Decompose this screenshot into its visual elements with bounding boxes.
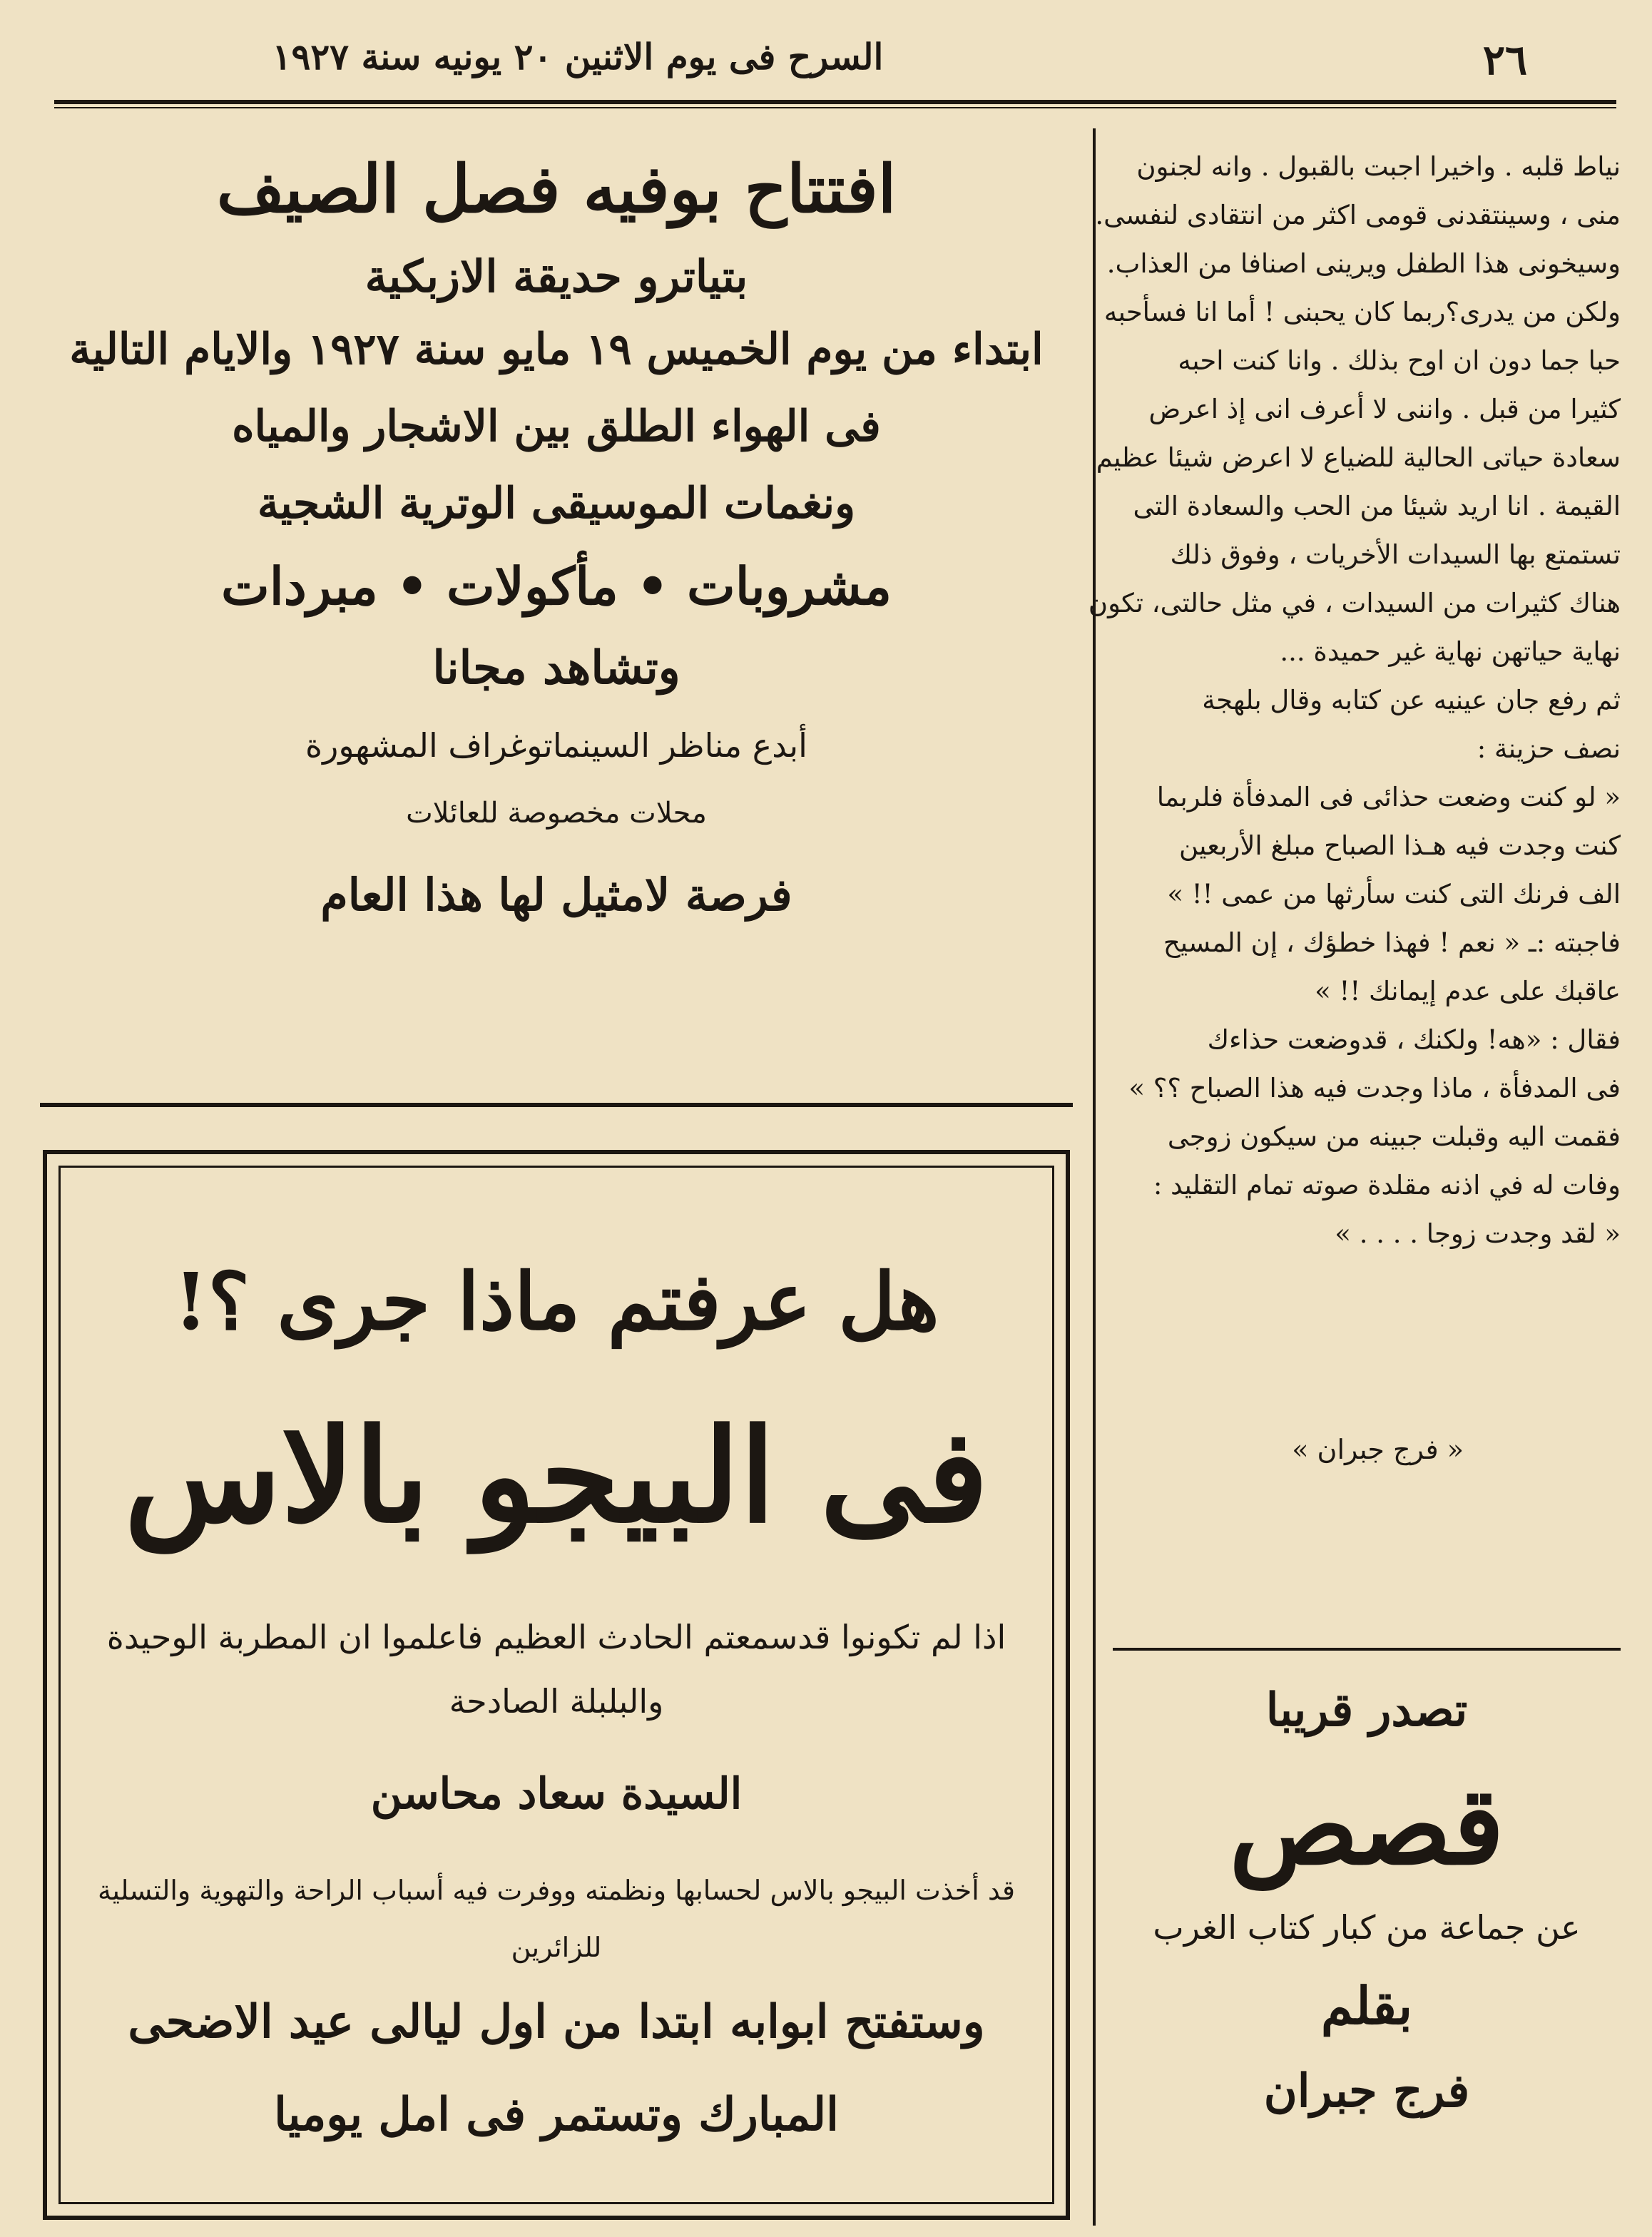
buffet-families: محلات مخصوصة للعائلات [406, 797, 707, 830]
article-column [1088, 143, 1621, 1258]
palace-opening-line: وستفتح ابوابه ابتدا من اول ليالى عيد الاضحى [128, 1995, 985, 2049]
palace-notice: اذا لم تكونوا قدسمعتم الحادث العظيم فاعلموا ان المطربة الوحيدة والبلبلة الصادحة [106, 1618, 1006, 1721]
article-line: « لو كنت وضعت حذائى فى المدفأة فلربما [1156, 782, 1621, 812]
header-rule-thin [54, 107, 1616, 108]
article-line: نصف حزينة : [1477, 733, 1621, 764]
header-rule [54, 100, 1616, 104]
coming-soon-title: تصدر قريبا [1265, 1683, 1468, 1737]
article-line: نهاية حياتهن نهاية غير حميدة ... [1280, 636, 1621, 667]
coming-soon-book-name: قصص [1229, 1763, 1504, 1889]
buffet-line: فى الهواء الطلق بين الاشجار والمياه [232, 402, 881, 452]
header-title: السرح فى يوم الاثنين ٢٠ يونيه سنة ١٩٢٧ [272, 36, 884, 78]
palace-ad [71, 1177, 1041, 2161]
buffet-line: ابتداء من يوم الخميس ١٩ مايو سنة ١٩٢٧ والايام التالية [69, 325, 1044, 374]
palace-opening-line: المبارك وتستمر فى امل يوميا [274, 2088, 839, 2141]
article-line: ثم رفع جان عينيه عن كتابه وقال بلهجة [1202, 685, 1621, 715]
article-line: القيمة . انا اريد شيئا من الحب والسعادة التى [1133, 491, 1621, 521]
article-line: فقال : «هه! ولكنك ، قدوضعت حذاءك [1207, 1024, 1621, 1055]
article-line: ولكن من يدرى؟ربما كان يحبنى ! أما انا فسأحبه [1103, 297, 1621, 327]
column-divider [1093, 128, 1096, 2226]
coming-soon-subtitle: عن جماعة من كبار كتاب الغرب [1153, 1908, 1581, 1947]
coming-soon-author: فرج جبران [1263, 2064, 1470, 2118]
article-line: منى ، وسينتقدنى قومى اكثر من انتقادى لنفسى. [1095, 200, 1621, 230]
article-signature: « فرج جبران » [1292, 1434, 1464, 1465]
article-line: نياط قلبه . واخيرا اجبت بالقبول . وانه لجنون [1136, 151, 1621, 182]
coming-soon-by: بقلم [1320, 1975, 1413, 2036]
article-line: كنت وجدت فيه هـذا الصباح مبلغ الأربعين [1178, 830, 1621, 861]
palace-singer: السيدة سعاد محاسن [370, 1769, 743, 1819]
article-line: كثيرا من قبل . واننى لا أعرف انى إذ اعرض [1148, 394, 1621, 424]
article-line: سعادة حياتى الحالية للضياع لا اعرض شيئا عظيم [1096, 442, 1621, 473]
right-column-rule [1113, 1648, 1621, 1651]
article-line: حبا جما دون ان اوح بذلك . وانا كنت احبه [1178, 345, 1621, 376]
buffet-subtitle: بتياترو حديقة الازبكية [364, 250, 748, 302]
buffet-title: افتتاح بوفيه فصل الصيف [216, 151, 897, 228]
article-line: وسيخونى هذا الطفل ويرينى اصنافا من العذاب. [1106, 248, 1621, 279]
article-line: فاجبته :ـ « نعم ! فهذا خطؤك ، إن المسيح [1163, 927, 1621, 958]
article-line: الف فرنك التى كنت سأرثها من عمى !! » [1167, 879, 1621, 909]
palace-name: فى البيجو بالاس [124, 1401, 989, 1551]
buffet-ad [29, 143, 1084, 934]
buffet-line: ونغمات الموسيقى الوترية الشجية [257, 479, 856, 529]
left-column-rule [40, 1103, 1073, 1107]
page-number: ٢٦ [1482, 36, 1528, 84]
article-line: تستمتع بها السيدات الأخريات ، وفوق ذلك [1170, 539, 1621, 570]
buffet-chance: فرصة لامثيل لها هذا العام [320, 869, 792, 921]
buffet-watch: وتشاهد مجانا [432, 641, 680, 695]
article-line: فى المدفأة ، ماذا وجدت فيه هذا الصباح ؟؟ » [1128, 1073, 1621, 1104]
article-line: وفات له في اذنه مقلدة صوته تمام التقليد : [1153, 1170, 1621, 1201]
article-line: « لقد وجدت زوجا . . . . » [1335, 1218, 1621, 1249]
article-line: فقمت اليه وقبلت جبينه من سيكون زوجى [1167, 1121, 1621, 1152]
coming-soon-ad [1113, 1655, 1621, 2118]
palace-description: قد أخذت البيجو بالاس لحسابها ونظمته ووفرت فيه أسباب الراحة والتهوية والتسلية للزائرين [97, 1875, 1016, 1963]
article-line: هناك كثيرات من السيدات ، في مثل حالتى، تكون [1088, 588, 1621, 618]
buffet-items: مشروبات • مأكولات • مبردات [220, 556, 892, 616]
article-line: عاقبك على عدم إيمانك !! » [1315, 976, 1621, 1007]
palace-question: هل عرفتم ماذا جرى ؟! [173, 1255, 939, 1347]
buffet-cinema: أبدع مناظر السينماتوغراف المشهورة [305, 726, 807, 765]
